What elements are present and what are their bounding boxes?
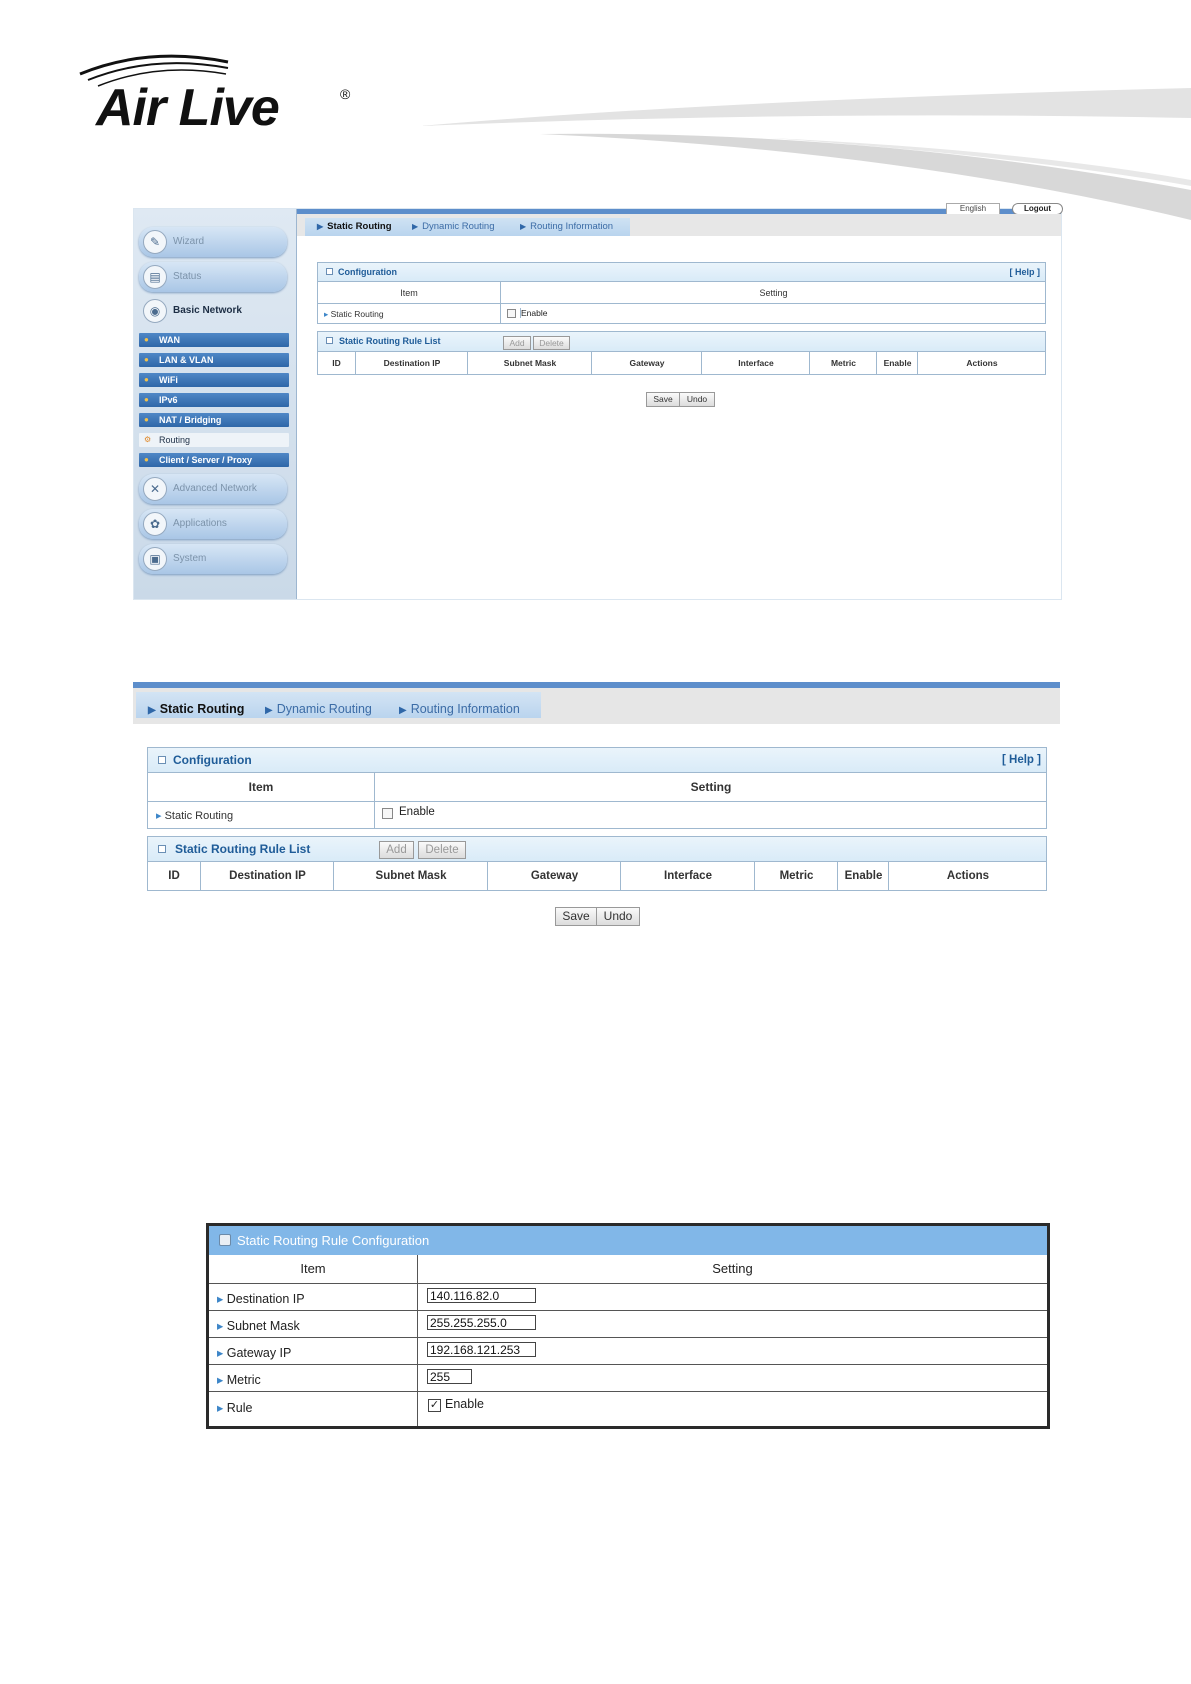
row-label: ▸ Gateway IP (217, 1346, 292, 1360)
col-gateway: Gateway (487, 862, 621, 891)
col-setting: Setting (374, 773, 1047, 802)
col-interface: Interface (620, 862, 755, 891)
enable-label: Enable (445, 1397, 484, 1411)
tab-static-routing[interactable] (148, 699, 244, 719)
tab-routing-information[interactable] (399, 699, 520, 719)
rule-list-header-row (318, 351, 1045, 375)
caret-right-icon: ▸ (324, 309, 331, 319)
sidebar (134, 209, 297, 599)
undo-button[interactable]: Undo (596, 907, 640, 926)
divider (374, 802, 375, 829)
nav-label: Applications (173, 518, 227, 529)
logo-text: Air Live (96, 79, 279, 137)
col-actions: Actions (917, 352, 1046, 375)
config-row (148, 801, 1046, 829)
caret-right-icon: ▸ (217, 1373, 227, 1387)
panel-header (318, 332, 1045, 351)
nav-label: Wizard (173, 236, 205, 247)
tools-icon: ✕ (143, 477, 167, 501)
metric-row (209, 1364, 1047, 1392)
sidebar-item-label: WiFi (159, 375, 178, 385)
sidebar-item-nat-bridging[interactable] (139, 413, 289, 427)
row-label: ▸ Subnet Mask (217, 1319, 300, 1333)
divider (500, 304, 501, 324)
chart-icon: ▤ (143, 265, 167, 289)
sidebar-item-label: Routing (159, 435, 191, 445)
bullet-icon: ● (144, 335, 149, 344)
panel-title: Configuration (173, 753, 252, 767)
nav-status[interactable] (139, 262, 287, 292)
sidebar-item-label: NAT / Bridging (159, 415, 222, 425)
tab-dynamic-routing[interactable] (265, 699, 372, 719)
enable-label: Enable (399, 806, 435, 818)
caret-right-icon: ▶ (317, 222, 324, 231)
panel-title: Static Routing Rule List (339, 336, 441, 346)
caret-right-icon: ▶ (399, 705, 407, 716)
monitor-icon: ▣ (143, 547, 167, 571)
configuration-panel (147, 747, 1047, 829)
tab-label: Dynamic Routing (276, 702, 372, 716)
panel-square-icon (158, 756, 166, 764)
wand-icon: ✎ (143, 230, 167, 254)
col-setting: Setting (500, 282, 1046, 304)
caret-right-icon: ▶ (148, 705, 156, 716)
rule-list-header-row (148, 861, 1046, 891)
row-label: ▸ Static Routing (324, 309, 384, 319)
add-button[interactable]: Add (379, 841, 414, 859)
tab-label: Routing Information (530, 221, 614, 232)
undo-button[interactable]: Undo (679, 392, 715, 407)
col-subnet-mask: Subnet Mask (333, 862, 488, 891)
enable-label: Enable (521, 308, 548, 318)
panel-header (318, 263, 1045, 281)
rule-row (209, 1391, 1047, 1421)
gear-icon: ⚙ (144, 435, 152, 444)
row-label: ▸ Rule (217, 1401, 253, 1415)
bullet-icon: ● (144, 395, 149, 404)
delete-button[interactable]: Delete (418, 841, 466, 859)
sidebar-item-wan[interactable] (139, 333, 289, 347)
tab-dynamic-routing[interactable] (412, 218, 495, 236)
config-header-row (318, 281, 1045, 304)
col-item: Item (400, 288, 418, 298)
configuration-panel (317, 262, 1046, 324)
apps-icon: ✿ (143, 512, 167, 536)
col-enable: Enable (876, 352, 918, 375)
row-label: ▸ Destination IP (217, 1292, 305, 1306)
col-gateway: Gateway (591, 352, 702, 375)
panel-square-icon (219, 1234, 231, 1246)
gateway-ip-input[interactable]: 192.168.121.253 (427, 1342, 536, 1357)
rule-configuration-screenshot (206, 1223, 1050, 1429)
caret-right-icon: ▸ (217, 1346, 227, 1360)
col-metric: Metric (754, 862, 838, 891)
rule-list-panel (317, 331, 1046, 375)
nav-wizard[interactable] (139, 227, 287, 257)
tab-static-routing[interactable] (317, 218, 392, 236)
tab-label: Dynamic Routing (422, 221, 495, 232)
rule-config-header-row (209, 1255, 1047, 1283)
caret-right-icon: ▸ (156, 810, 165, 822)
rule-enable-checkbox[interactable]: ✓ (429, 1399, 440, 1411)
col-metric: Metric (809, 352, 877, 375)
save-button[interactable]: Save (555, 907, 597, 926)
panel-square-icon (326, 337, 333, 344)
nav-basic-network[interactable] (139, 296, 287, 326)
caret-right-icon: ▶ (520, 222, 527, 231)
config-header-row (148, 772, 1046, 802)
add-button[interactable]: Add (503, 336, 531, 350)
caret-right-icon: ▶ (412, 222, 419, 231)
router-ui-screenshot (133, 204, 1062, 600)
col-enable: Enable (837, 862, 889, 891)
logo-registered-mark: ® (340, 86, 351, 102)
config-row (318, 303, 1045, 324)
subnet-mask-row (209, 1310, 1047, 1338)
col-item: Item (300, 1261, 326, 1276)
panel-square-icon (326, 268, 333, 275)
col-destination-ip: Destination IP (355, 352, 468, 375)
nav-label: System (173, 553, 207, 564)
tab-label: Static Routing (327, 221, 392, 232)
sidebar-item-client-server-proxy[interactable] (139, 453, 289, 467)
help-link[interactable]: [ Help ] (1009, 267, 1040, 277)
row-label: ▸ Static Routing (156, 810, 234, 822)
row-label: ▸ Metric (217, 1373, 261, 1387)
tab-routing-information[interactable] (520, 218, 613, 236)
col-destination-ip: Destination IP (200, 862, 334, 891)
col-item: Item (248, 780, 274, 794)
logout-button[interactable]: Logout (1012, 203, 1063, 215)
panel-header (148, 748, 1046, 772)
sidebar-item-label: IPv6 (159, 395, 178, 405)
caret-right-icon: ▶ (265, 705, 273, 716)
sidebar-item-label: WAN (159, 335, 180, 345)
bullet-icon: ● (144, 415, 149, 424)
header-swoosh-decoration (420, 80, 1191, 220)
nav-system[interactable] (139, 544, 287, 574)
delete-button[interactable]: Delete (533, 336, 570, 350)
nav-label: Status (173, 271, 202, 282)
subnet-mask-input[interactable]: 255.255.255.0 (427, 1315, 536, 1330)
sidebar-item-label: Client / Server / Proxy (159, 455, 253, 465)
nav-label: Advanced Network (173, 483, 257, 494)
panel-header (209, 1226, 1047, 1255)
destination-ip-input[interactable]: 140.116.82.0 (427, 1288, 536, 1303)
nav-label: Basic Network (173, 305, 242, 316)
panel-title: Configuration (338, 267, 397, 277)
bullet-icon: ● (144, 455, 149, 464)
destination-ip-row (209, 1283, 1047, 1311)
bullet-icon: ● (144, 375, 149, 384)
caret-right-icon: ▸ (217, 1401, 227, 1415)
sidebar-item-wifi[interactable] (139, 373, 289, 387)
panel-square-icon (158, 845, 166, 853)
tab-label: Static Routing (159, 702, 245, 716)
panel-title: Static Routing Rule List (175, 842, 311, 856)
globe-icon: ◉ (143, 299, 167, 323)
save-button[interactable]: Save (646, 392, 680, 407)
sidebar-item-ipv6[interactable] (139, 393, 289, 407)
static-routing-zoom-screenshot (133, 682, 1060, 942)
sidebar-item-label: LAN & VLAN (159, 355, 214, 365)
col-interface: Interface (701, 352, 810, 375)
col-subnet-mask: Subnet Mask (467, 352, 592, 375)
col-actions: Actions (888, 862, 1047, 891)
bullet-icon: ● (144, 355, 149, 364)
sidebar-item-routing[interactable] (139, 433, 289, 447)
rule-list-panel (147, 836, 1047, 891)
panel-title: Static Routing Rule Configuration (237, 1233, 430, 1248)
nav-advanced-network[interactable] (139, 474, 287, 504)
airlive-logo (78, 50, 358, 140)
gateway-ip-row (209, 1337, 1047, 1365)
tab-label: Routing Information (410, 702, 520, 716)
sidebar-item-lan-vlan[interactable] (139, 353, 289, 367)
panel-header (148, 837, 1046, 861)
col-id: ID (332, 358, 341, 368)
language-select[interactable]: English (946, 203, 1000, 215)
nav-applications[interactable] (139, 509, 287, 539)
help-link[interactable]: [ Help ] (1002, 754, 1041, 766)
static-routing-checkbox[interactable] (382, 808, 393, 819)
metric-input[interactable]: 255 (427, 1369, 472, 1384)
col-setting: Setting (712, 1261, 753, 1276)
col-id: ID (168, 870, 180, 882)
caret-right-icon: ▸ (217, 1319, 227, 1333)
static-routing-checkbox[interactable] (507, 309, 516, 318)
caret-right-icon: ▸ (217, 1292, 227, 1306)
